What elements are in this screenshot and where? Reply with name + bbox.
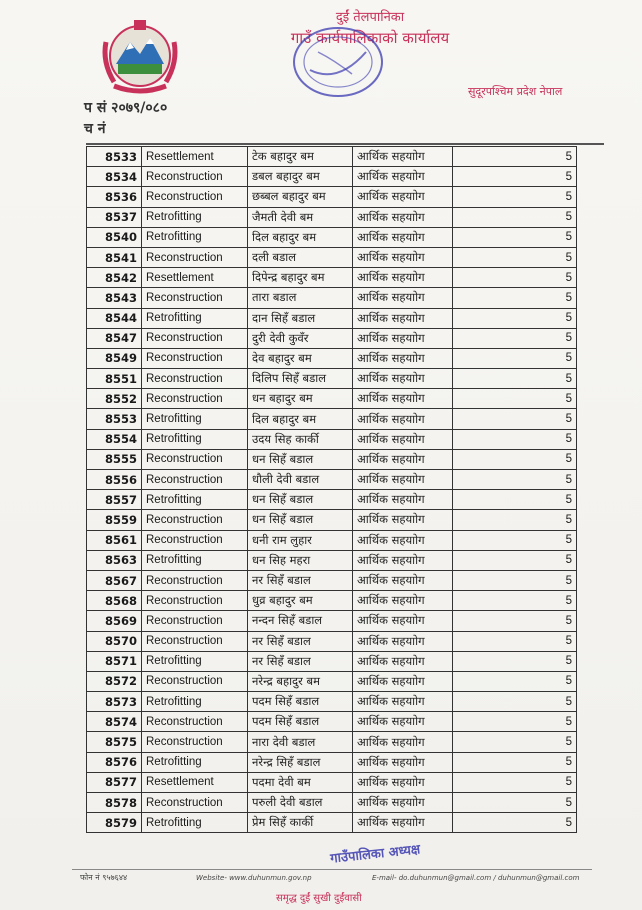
- table-row: [87, 429, 577, 449]
- table-row: [87, 671, 577, 691]
- row-type: Reconstruction: [142, 591, 248, 611]
- table-row: [87, 167, 577, 187]
- row-name: देव बहादुर बम: [248, 348, 353, 368]
- row-name: प्रेम सिहँ कार्की: [248, 813, 353, 833]
- row-id: 8549: [87, 348, 142, 368]
- table-row: [87, 308, 577, 328]
- row-amount: 5: [453, 490, 577, 510]
- row-name: नर सिहँ बडाल: [248, 651, 353, 671]
- row-type: Retrofitting: [142, 651, 248, 671]
- table-row: [87, 712, 577, 732]
- table-row: [87, 651, 577, 671]
- row-name: धन सिह महरा: [248, 550, 353, 570]
- table-row: [87, 348, 577, 368]
- row-id: 8537: [87, 207, 142, 227]
- table-row: [87, 147, 577, 167]
- footer-divider: [72, 869, 592, 870]
- row-category: आर्थिक सहयाोग: [353, 651, 453, 671]
- row-name: नन्दन सिहँ बडाल: [248, 611, 353, 631]
- row-id: 8573: [87, 692, 142, 712]
- row-amount: 5: [453, 631, 577, 651]
- row-amount: 5: [453, 530, 577, 550]
- row-amount: 5: [453, 449, 577, 469]
- row-category: आर्थिक सहयाोग: [353, 247, 453, 267]
- table-row: [87, 732, 577, 752]
- row-type: Reconstruction: [142, 288, 248, 308]
- row-type: Reconstruction: [142, 732, 248, 752]
- row-id: 8561: [87, 530, 142, 550]
- row-category: आर्थिक सहयाोग: [353, 308, 453, 328]
- row-id: 8555: [87, 449, 142, 469]
- row-amount: 5: [453, 227, 577, 247]
- row-amount: 5: [453, 328, 577, 348]
- row-type: Reconstruction: [142, 712, 248, 732]
- row-id: 8578: [87, 793, 142, 813]
- row-type: Retrofitting: [142, 752, 248, 772]
- row-type: Reconstruction: [142, 328, 248, 348]
- row-category: आर्थिक सहयाोग: [353, 671, 453, 691]
- row-category: आर्थिक सहयाोग: [353, 692, 453, 712]
- row-name: नर सिहँ बडाल: [248, 570, 353, 590]
- row-type: Retrofitting: [142, 308, 248, 328]
- table-row: [87, 187, 577, 207]
- row-id: 8556: [87, 470, 142, 490]
- beneficiary-table-body: [87, 147, 577, 833]
- row-category: आर्थिक सहयाोग: [353, 591, 453, 611]
- row-amount: 5: [453, 651, 577, 671]
- footer-website: Website- www.duhunmun.gov.np: [196, 874, 312, 882]
- row-type: Reconstruction: [142, 793, 248, 813]
- row-name: धन सिहँ बडाल: [248, 449, 353, 469]
- row-id: 8541: [87, 247, 142, 267]
- row-category: आर्थिक सहयाोग: [353, 631, 453, 651]
- row-type: Reconstruction: [142, 389, 248, 409]
- table-row: [87, 692, 577, 712]
- table-row: [87, 530, 577, 550]
- row-name: धाैली देवी बडाल: [248, 470, 353, 490]
- row-amount: 5: [453, 510, 577, 530]
- row-category: आर्थिक सहयाोग: [353, 147, 453, 167]
- row-name: टेक बहादुर बम: [248, 147, 353, 167]
- row-type: Retrofitting: [142, 227, 248, 247]
- row-id: 8577: [87, 772, 142, 792]
- table-row: [87, 268, 577, 288]
- row-id: 8543: [87, 288, 142, 308]
- row-name: पदम सिहँ बडाल: [248, 692, 353, 712]
- row-category: आर्थिक सहयाोग: [353, 470, 453, 490]
- row-amount: 5: [453, 470, 577, 490]
- footer-phone: फोन नं ९५७६४४: [80, 873, 128, 882]
- row-category: आर्थिक सहयाोग: [353, 268, 453, 288]
- row-id: 8567: [87, 570, 142, 590]
- row-category: आर्थिक सहयाोग: [353, 793, 453, 813]
- row-category: आर्थिक सहयाोग: [353, 409, 453, 429]
- dispatch-number: च नं: [84, 121, 106, 137]
- row-id: 8551: [87, 369, 142, 389]
- table-row: [87, 772, 577, 792]
- row-id: 8576: [87, 752, 142, 772]
- row-category: आर्थिक सहयाोग: [353, 207, 453, 227]
- row-category: आर्थिक सहयाोग: [353, 752, 453, 772]
- row-category: आर्थिक सहयाोग: [353, 611, 453, 631]
- row-id: 8557: [87, 490, 142, 510]
- row-id: 8574: [87, 712, 142, 732]
- row-id: 8569: [87, 611, 142, 631]
- row-name: डबल बहादुर बम: [248, 167, 353, 187]
- row-amount: 5: [453, 591, 577, 611]
- row-category: आर्थिक सहयाोग: [353, 570, 453, 590]
- row-type: Retrofitting: [142, 409, 248, 429]
- row-amount: 5: [453, 268, 577, 288]
- chairperson-stamp: गाउँपालिका अध्यक्ष: [329, 842, 422, 867]
- row-id: 8579: [87, 813, 142, 833]
- header-divider: [86, 143, 604, 145]
- row-id: 8559: [87, 510, 142, 530]
- table-row: [87, 449, 577, 469]
- row-amount: 5: [453, 732, 577, 752]
- table-row: [87, 570, 577, 590]
- row-name: धुव्र बहादुर बम: [248, 591, 353, 611]
- row-name: नरेन्द्र सिहँ बडाल: [248, 752, 353, 772]
- row-category: आर्थिक सहयाोग: [353, 530, 453, 550]
- table-row: [87, 550, 577, 570]
- table-row: [87, 389, 577, 409]
- row-name: नरेन्द्र बहादुर बम: [248, 671, 353, 691]
- row-name: तारा बडाल: [248, 288, 353, 308]
- row-type: Retrofitting: [142, 692, 248, 712]
- row-name: छब्बल बहादुर बम: [248, 187, 353, 207]
- row-category: आर्थिक सहयाोग: [353, 510, 453, 530]
- row-id: 8552: [87, 389, 142, 409]
- row-type: Retrofitting: [142, 429, 248, 449]
- row-type: Reconstruction: [142, 369, 248, 389]
- table-row: [87, 752, 577, 772]
- table-row: [87, 470, 577, 490]
- table-row: [87, 611, 577, 631]
- row-category: आर्थिक सहयाोग: [353, 813, 453, 833]
- table-row: [87, 227, 577, 247]
- row-category: आर्थिक सहयाोग: [353, 187, 453, 207]
- row-id: 8568: [87, 591, 142, 611]
- row-type: Reconstruction: [142, 570, 248, 590]
- row-name: धन बहादुर बम: [248, 389, 353, 409]
- province-label: सुदूरपश्चिम प्रदेश नेपाल: [468, 85, 563, 98]
- row-amount: 5: [453, 611, 577, 631]
- row-type: Reconstruction: [142, 247, 248, 267]
- row-amount: 5: [453, 712, 577, 732]
- row-id: 8547: [87, 328, 142, 348]
- row-name: पदम सिहँ बडाल: [248, 712, 353, 732]
- row-id: 8536: [87, 187, 142, 207]
- reference-number: प सं २०७९/०८०: [84, 100, 168, 116]
- row-type: Resettlement: [142, 147, 248, 167]
- row-type: Retrofitting: [142, 813, 248, 833]
- row-name: धन सिहँ बडाल: [248, 490, 353, 510]
- row-category: आर्थिक सहयाोग: [353, 550, 453, 570]
- row-name: दिल बहादुर बम: [248, 409, 353, 429]
- table-row: [87, 328, 577, 348]
- row-name: दिल बहादुर बम: [248, 227, 353, 247]
- row-amount: 5: [453, 813, 577, 833]
- row-name: दुरी देवी कुवँर: [248, 328, 353, 348]
- row-name: जैमती देवी बम: [248, 207, 353, 227]
- row-category: आर्थिक सहयाोग: [353, 167, 453, 187]
- row-type: Reconstruction: [142, 530, 248, 550]
- row-name: दिपेन्द्र बहादुर बम: [248, 268, 353, 288]
- row-name: दान सिहँ बडाल: [248, 308, 353, 328]
- table-row: [87, 813, 577, 833]
- row-type: Resettlement: [142, 772, 248, 792]
- row-category: आर्थिक सहयाोग: [353, 328, 453, 348]
- row-amount: 5: [453, 207, 577, 227]
- row-amount: 5: [453, 671, 577, 691]
- row-name: धनी राम लुहार: [248, 530, 353, 550]
- footer-motto: समृद्ध दुईं सुखी दुईंवासी: [276, 893, 362, 904]
- row-type: Reconstruction: [142, 167, 248, 187]
- row-amount: 5: [453, 147, 577, 167]
- row-amount: 5: [453, 348, 577, 368]
- row-name: उदय सिह कार्की: [248, 429, 353, 449]
- row-category: आर्थिक सहयाोग: [353, 449, 453, 469]
- table-row: [87, 490, 577, 510]
- row-id: 8542: [87, 268, 142, 288]
- row-id: 8544: [87, 308, 142, 328]
- row-category: आर्थिक सहयाोग: [353, 712, 453, 732]
- row-amount: 5: [453, 288, 577, 308]
- row-amount: 5: [453, 187, 577, 207]
- row-amount: 5: [453, 550, 577, 570]
- row-type: Reconstruction: [142, 631, 248, 651]
- row-id: 8540: [87, 227, 142, 247]
- table-row: [87, 510, 577, 530]
- row-amount: 5: [453, 429, 577, 449]
- row-amount: 5: [453, 308, 577, 328]
- office-seal-stamp-icon: [288, 22, 388, 102]
- nepal-emblem-icon: [92, 12, 188, 98]
- row-category: आर्थिक सहयाोग: [353, 429, 453, 449]
- row-name: परुली देवी बडाल: [248, 793, 353, 813]
- row-category: आर्थिक सहयाोग: [353, 389, 453, 409]
- table-row: [87, 369, 577, 389]
- row-category: आर्थिक सहयाोग: [353, 490, 453, 510]
- row-category: आर्थिक सहयाोग: [353, 772, 453, 792]
- row-amount: 5: [453, 692, 577, 712]
- row-type: Resettlement: [142, 268, 248, 288]
- row-name: धन सिहँ बडाल: [248, 510, 353, 530]
- row-name: दली बडाल: [248, 247, 353, 267]
- row-name: दिलिप सिहँ बडाल: [248, 369, 353, 389]
- row-category: आर्थिक सहयाोग: [353, 369, 453, 389]
- row-category: आर्थिक सहयाोग: [353, 227, 453, 247]
- table-row: [87, 288, 577, 308]
- row-id: 8554: [87, 429, 142, 449]
- table-row: [87, 409, 577, 429]
- row-name: नारा देवी बडाल: [248, 732, 353, 752]
- row-amount: 5: [453, 389, 577, 409]
- table-row: [87, 793, 577, 813]
- table-row: [87, 591, 577, 611]
- row-amount: 5: [453, 570, 577, 590]
- row-category: आर्थिक सहयाोग: [353, 732, 453, 752]
- row-amount: 5: [453, 247, 577, 267]
- office-title-line1: दुईं तेलपानिका: [335, 10, 405, 25]
- row-amount: 5: [453, 793, 577, 813]
- row-id: 8533: [87, 147, 142, 167]
- row-amount: 5: [453, 167, 577, 187]
- row-id: 8575: [87, 732, 142, 752]
- row-type: Retrofitting: [142, 490, 248, 510]
- row-id: 8563: [87, 550, 142, 570]
- row-type: Reconstruction: [142, 187, 248, 207]
- row-type: Reconstruction: [142, 611, 248, 631]
- footer-email: E-mail- do.duhunmun@gmail.com / duhunmun@gmail.com: [372, 874, 580, 882]
- row-category: आर्थिक सहयाोग: [353, 348, 453, 368]
- beneficiary-table: [86, 146, 577, 833]
- office-title-line2: गाउँ कार्यपालिकाको कार्यालय: [290, 29, 450, 47]
- row-type: Reconstruction: [142, 449, 248, 469]
- row-id: 8571: [87, 651, 142, 671]
- row-id: 8534: [87, 167, 142, 187]
- row-type: Retrofitting: [142, 207, 248, 227]
- row-amount: 5: [453, 409, 577, 429]
- table-row: [87, 207, 577, 227]
- row-amount: 5: [453, 752, 577, 772]
- row-category: आर्थिक सहयाोग: [353, 288, 453, 308]
- row-type: Retrofitting: [142, 550, 248, 570]
- row-id: 8570: [87, 631, 142, 651]
- row-type: Reconstruction: [142, 671, 248, 691]
- row-type: Reconstruction: [142, 348, 248, 368]
- row-id: 8572: [87, 671, 142, 691]
- table-row: [87, 247, 577, 267]
- row-amount: 5: [453, 772, 577, 792]
- row-name: पदमा देवी बम: [248, 772, 353, 792]
- row-type: Reconstruction: [142, 510, 248, 530]
- row-amount: 5: [453, 369, 577, 389]
- table-row: [87, 631, 577, 651]
- row-id: 8553: [87, 409, 142, 429]
- row-type: Reconstruction: [142, 470, 248, 490]
- row-name: नर सिहँ बडाल: [248, 631, 353, 651]
